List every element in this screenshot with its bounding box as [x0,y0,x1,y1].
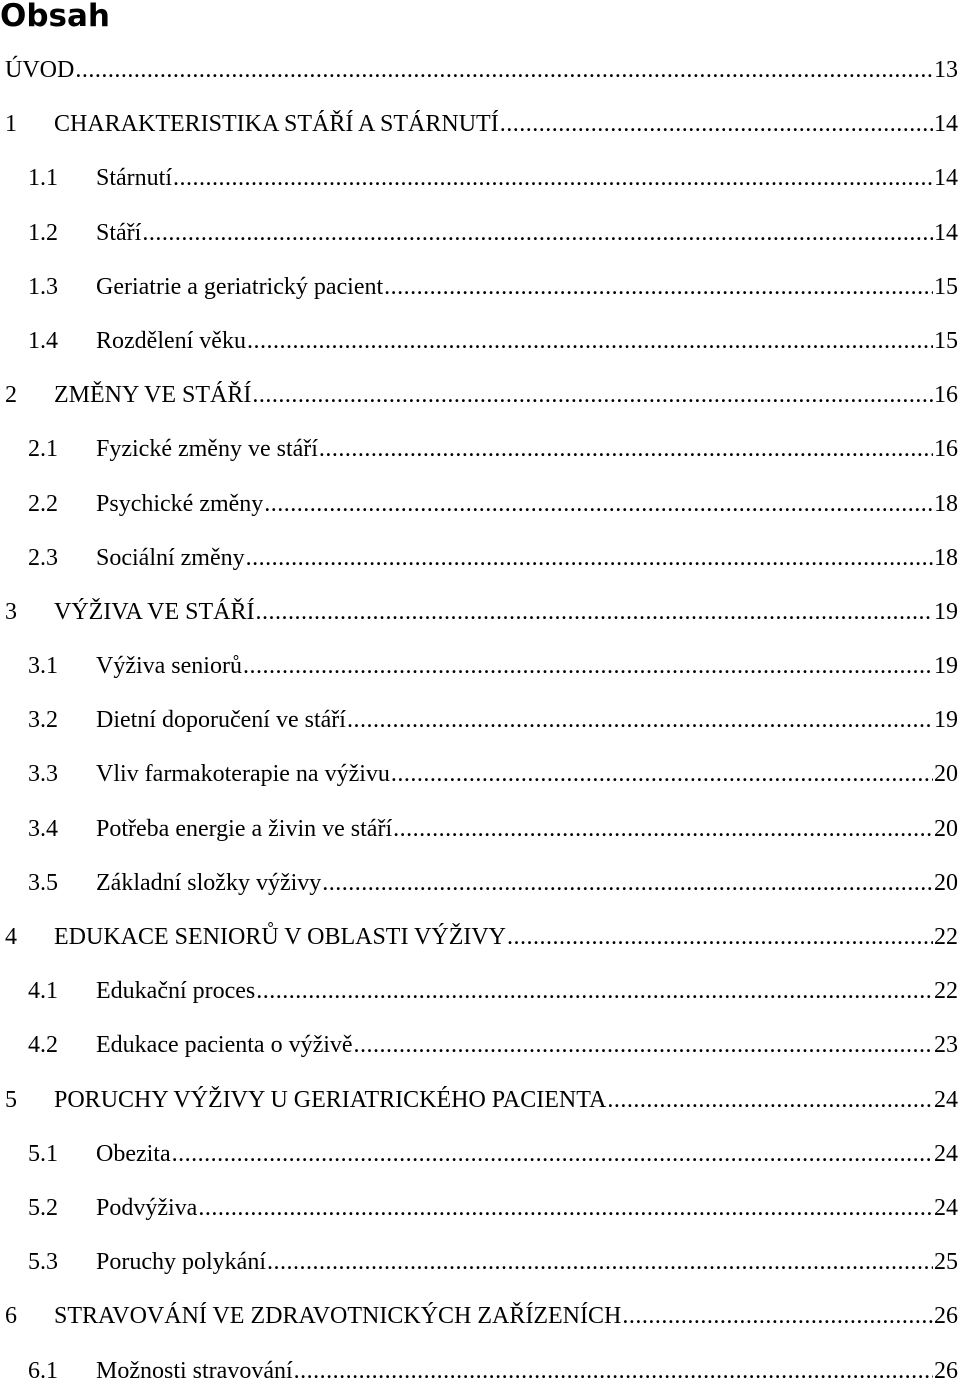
toc-entry-title: Psychické změny [96,490,264,517]
toc-entry-number: 2.1 [28,436,58,463]
toc-dot-leader [507,910,933,964]
toc-entry-title: STRAVOVÁNÍ VE ZDRAVOTNICKÝCH ZAŘÍZENÍCH [54,1303,622,1330]
toc-entry-number: 5.3 [28,1249,58,1276]
toc-entry-number: 3 [5,598,17,625]
toc-entry-title: Výživa seniorů [96,653,242,680]
toc-entry-number: 1.2 [28,219,58,246]
toc-entry-title: Edukace pacienta o výživě [96,1032,353,1059]
toc-entry-title: Vliv farmakoterapie na výživu [96,761,390,788]
toc-entry-2[interactable] [0,368,960,422]
toc-entry-number: 5.1 [28,1140,58,1167]
toc-entry-6-1[interactable] [0,1344,960,1398]
toc-entry-3-4[interactable] [0,802,960,856]
toc-entry-1-4[interactable] [0,314,960,368]
toc-entry-1[interactable] [0,97,960,151]
page-title: Obsah [0,0,110,34]
toc-entry-title: CHARAKTERISTIKA STÁŘÍ A STÁRNUTÍ [54,111,499,138]
toc-entry-4-2[interactable] [0,1018,960,1072]
toc-entry-page: 15 [934,327,958,354]
toc-entry-number: 3.3 [28,761,58,788]
toc-dot-leader [500,97,933,151]
toc-entry-2-2[interactable] [0,477,960,531]
toc-entry-3-1[interactable] [0,639,960,693]
toc-entry-page: 18 [934,490,958,517]
toc-entry-title: EDUKACE SENIORŮ V OBLASTI VÝŽIVY [54,924,507,950]
toc-dot-leader [294,1344,933,1398]
toc-entry-2-1[interactable] [0,422,960,476]
toc-entry-number: 5.2 [28,1194,58,1221]
toc-entry-5-2[interactable] [0,1181,960,1235]
toc-entry-5-1[interactable] [0,1127,960,1181]
toc-dot-leader [198,1181,933,1235]
toc-entry-title: Fyzické změny ve stáří [96,436,318,463]
toc-entry-page: 22 [934,978,958,1005]
toc-entry-page: 13 [934,57,958,83]
toc-entry-title: Podvýživa [96,1194,198,1221]
toc-entry-page: 20 [934,869,958,896]
toc-entry-2-3[interactable] [0,531,960,585]
toc-entry-number: 4 [5,924,17,950]
toc-entry-page: 18 [934,544,958,571]
toc-entry-title: Poruchy polykání [96,1249,266,1276]
toc-entry-number: 3.1 [28,653,58,680]
toc-entry-page: 24 [934,1194,958,1221]
toc-entry-4[interactable] [0,910,960,964]
toc-entry-title: PORUCHY VÝŽIVY U GERIATRICKÉHO PACIENTA [54,1086,607,1113]
toc-entry-3-3[interactable] [0,747,960,801]
toc-entry-title: Stáří [96,219,142,246]
toc-entry-number: 6 [5,1303,17,1330]
toc-entry-number: 5 [5,1086,17,1113]
toc-entry-5-3[interactable] [0,1235,960,1289]
toc-entry-number: 1.1 [28,165,58,192]
toc-entry-page: 19 [934,598,958,625]
toc-entry-title: ÚVOD [5,57,75,83]
toc-entry-number: 3.2 [28,707,58,734]
toc-entry-page: 19 [934,653,958,680]
toc-entry-page: 24 [934,1140,958,1167]
toc-dot-leader [622,1289,933,1343]
toc-entry-title: Základní složky výživy [96,869,322,896]
toc-entry-number: 1 [5,111,17,138]
toc-entry-number: 2.2 [28,490,58,517]
toc-entry-number: 4.1 [28,978,58,1005]
toc-entry-title: Obezita [96,1140,171,1167]
table-of-contents [0,43,960,1398]
toc-entry-number: 2 [5,382,17,409]
toc-entry-page: 26 [934,1303,958,1330]
toc-dot-leader [322,856,933,910]
toc-entry-page: 14 [934,111,958,138]
toc-entry-title: Potřeba energie a živin ve stáří [96,815,393,842]
toc-entry-number: 6.1 [28,1357,58,1384]
toc-entry-4-1[interactable] [0,964,960,1018]
toc-dot-leader [264,477,933,531]
toc-dot-leader [607,1073,933,1127]
toc-dot-leader [246,531,933,585]
toc-entry-1-3[interactable] [0,260,960,314]
toc-entry-title: Rozdělení věku [96,327,246,354]
toc-entry-page: 25 [934,1249,958,1276]
toc-entry-3[interactable] [0,585,960,639]
toc-entry-number: 3.4 [28,815,58,842]
toc-entry-page: 22 [934,924,958,950]
toc-entry-page: 26 [934,1357,958,1384]
toc-dot-leader [319,422,933,476]
toc-entry-5[interactable] [0,1073,960,1127]
toc-entry-page: 16 [934,382,958,409]
toc-dot-leader [391,747,933,801]
toc-entry-page: 16 [934,436,958,463]
toc-entry-page: 20 [934,761,958,788]
toc-entry-page: 19 [934,707,958,734]
toc-entry-number: 4.2 [28,1032,58,1059]
toc-entry-page: 14 [934,219,958,246]
toc-dot-leader [75,43,933,97]
toc-entry-6[interactable] [0,1289,960,1343]
toc-entry-page: 14 [934,165,958,192]
toc-entry-1-1[interactable] [0,151,960,205]
toc-dot-leader [142,206,933,260]
toc-entry-title: Dietní doporučení ve stáří [96,707,346,734]
toc-entry-page: 23 [934,1032,958,1059]
toc-dot-leader [252,368,933,422]
toc-entry-title: ZMĚNY VE STÁŘÍ [54,382,252,409]
toc-entry-page: 20 [934,815,958,842]
toc-dot-leader [173,151,933,205]
toc-entry-uvod[interactable] [0,43,960,97]
toc-entry-number: 1.3 [28,273,58,300]
toc-dot-leader [347,693,933,747]
toc-entry-title: VÝŽIVA VE STÁŘÍ [54,598,255,625]
toc-entry-title: Geriatrie a geriatrický pacient [96,273,384,300]
toc-entry-number: 1.4 [28,327,58,354]
toc-entry-page: 15 [934,273,958,300]
toc-entry-title: Sociální změny [96,544,245,571]
toc-entry-1-2[interactable] [0,206,960,260]
toc-entry-title: Možnosti stravování [96,1357,293,1384]
toc-entry-page: 24 [934,1086,958,1113]
toc-dot-leader [354,1018,933,1072]
toc-dot-leader [384,260,933,314]
toc-entry-title: Edukační proces [96,978,256,1005]
toc-dot-leader [267,1235,933,1289]
toc-dot-leader [393,802,933,856]
toc-dot-leader [256,964,933,1018]
toc-dot-leader [247,314,933,368]
toc-entry-title: Stárnutí [96,165,172,192]
toc-entry-number: 2.3 [28,544,58,571]
toc-dot-leader [255,585,933,639]
toc-entry-3-5[interactable] [0,856,960,910]
toc-dot-leader [243,639,933,693]
toc-entry-number: 3.5 [28,869,58,896]
toc-dot-leader [172,1127,933,1181]
toc-entry-3-2[interactable] [0,693,960,747]
